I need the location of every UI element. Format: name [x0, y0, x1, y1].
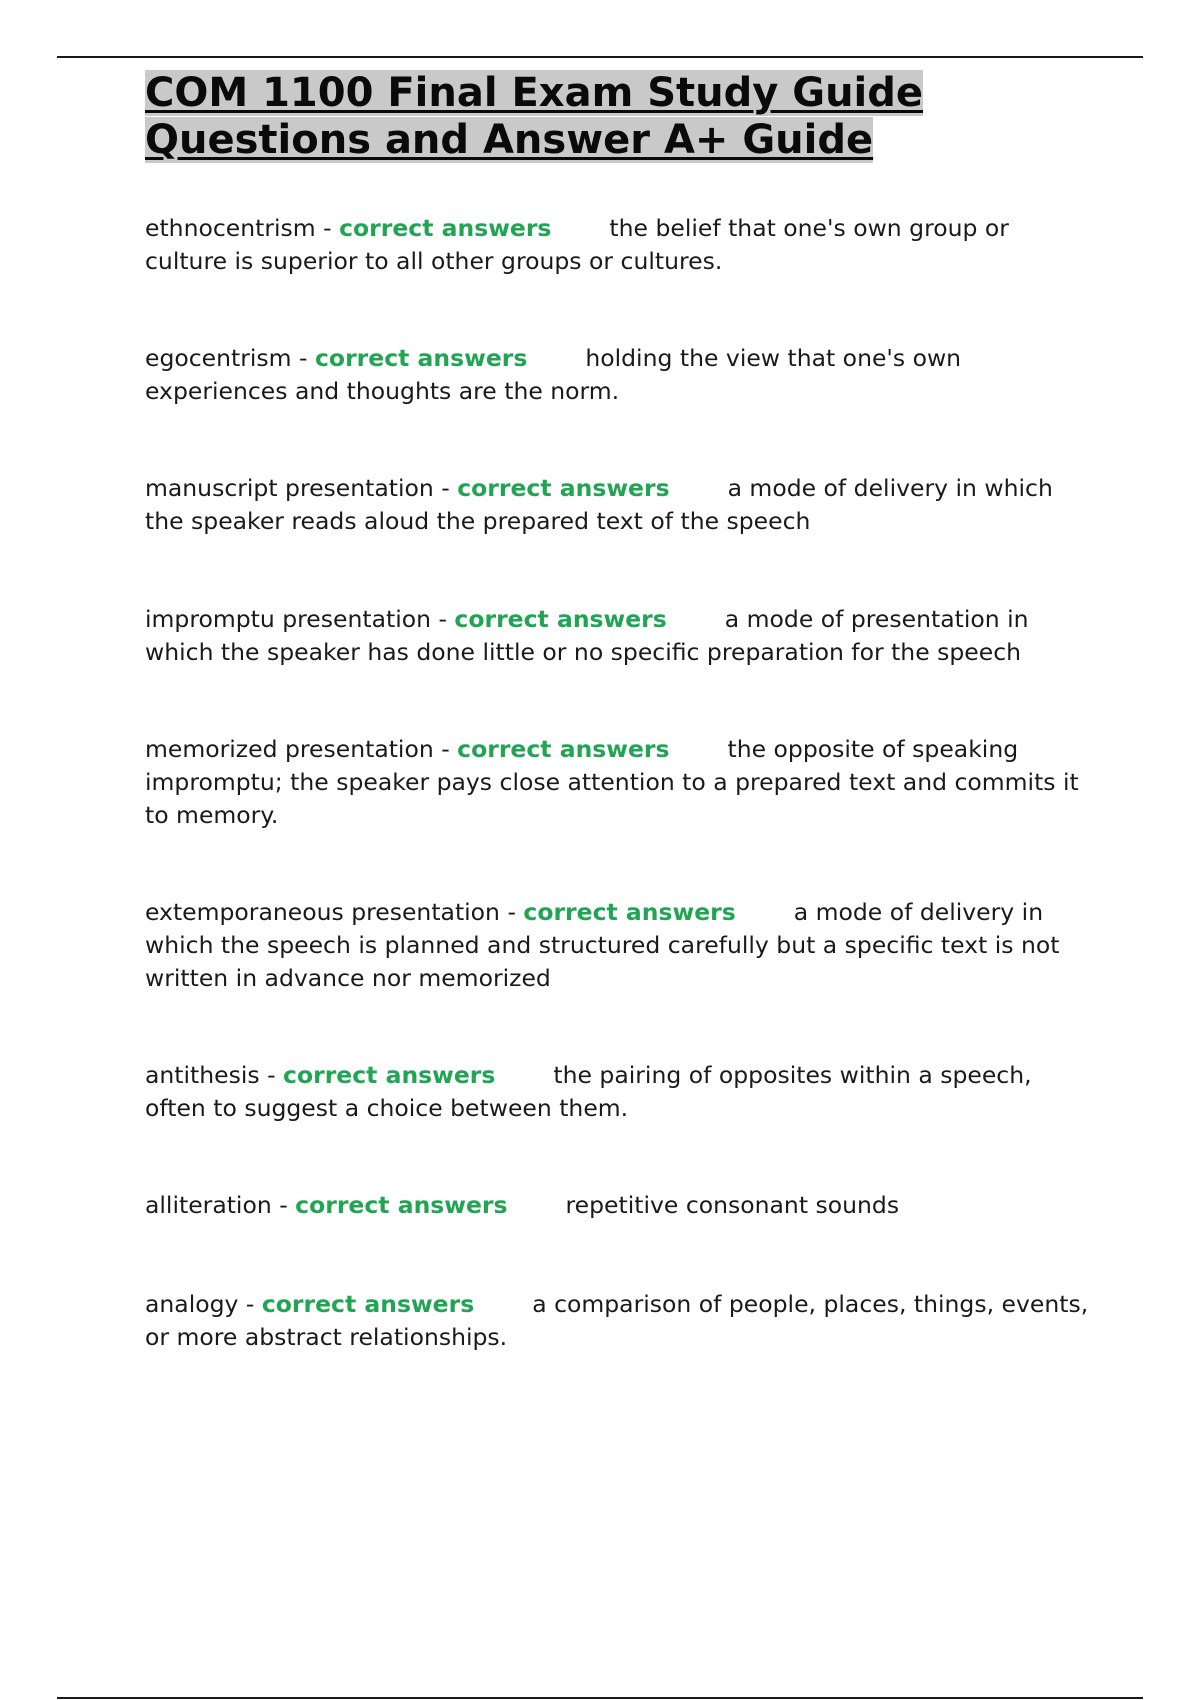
top-rule [57, 56, 1143, 58]
title-line-2: Questions and Answer A+ Guide [145, 117, 874, 163]
term: egocentrism [145, 344, 292, 372]
definition: the pairing of opposites within a speech, often to suggest a choice between them. [145, 1061, 1032, 1122]
separator: - [315, 214, 340, 242]
term: alliteration [145, 1191, 272, 1219]
term: ethnocentrism [145, 214, 316, 242]
definition: repetitive consonant sounds [565, 1191, 900, 1219]
answer-label: correct answers [261, 1290, 475, 1318]
answer-label: correct answers [315, 344, 528, 372]
title-line-1: COM 1100 Final Exam Study Guide [145, 70, 924, 116]
answer-label: correct answers [457, 735, 670, 763]
page-title [145, 70, 1085, 164]
list-item [145, 342, 1095, 408]
separator: - [291, 344, 315, 372]
definition: a comparison of people, places, things, events, or more abstract relationships. [145, 1290, 1089, 1351]
definition: a mode of presentation in which the speaker has done little or no specific preparation for the speech [145, 605, 1029, 666]
list-item [145, 603, 1095, 669]
term: manuscript presentation [145, 474, 434, 502]
separator: - [259, 1061, 284, 1089]
separator: - [499, 898, 524, 926]
definition: a mode of delivery in which the speaker reads aloud the prepared text of the speech [145, 474, 1053, 535]
answer-label: correct answers [339, 214, 552, 242]
list-item [145, 733, 1095, 832]
list-item [145, 212, 1095, 278]
term: antithesis [145, 1061, 260, 1089]
separator: - [271, 1191, 296, 1219]
definition: holding the view that one's own experiences and thoughts are the norm. [145, 344, 962, 405]
separator: - [431, 605, 455, 633]
list-item [145, 1059, 1095, 1125]
list-item [145, 1189, 1095, 1222]
list-item [145, 896, 1095, 995]
answer-label: correct answers [283, 1061, 496, 1089]
separator: - [433, 735, 458, 763]
bottom-rule [57, 1697, 1143, 1699]
term: analogy [145, 1290, 239, 1318]
answer-label: correct answers [457, 474, 670, 502]
separator: - [238, 1290, 262, 1318]
answer-label: correct answers [295, 1191, 508, 1219]
term: extemporaneous presentation [145, 898, 500, 926]
list-item [145, 1288, 1095, 1354]
answer-label: correct answers [523, 898, 736, 926]
definition: the opposite of speaking impromptu; the speaker pays close attention to a prepared text and commits it to memory. [145, 735, 1079, 829]
definition: a mode of delivery in which the speech is planned and structured carefully but a specific text is not written in advance nor memorized [145, 898, 1060, 992]
definition: the belief that one's own group or culture is superior to all other groups or cultures. [145, 214, 1009, 275]
list-item [145, 472, 1095, 538]
separator: - [433, 474, 458, 502]
flashcard-list [145, 212, 1095, 1354]
term: impromptu presentation [145, 605, 431, 633]
answer-label: correct answers [454, 605, 667, 633]
term: memorized presentation [145, 735, 434, 763]
